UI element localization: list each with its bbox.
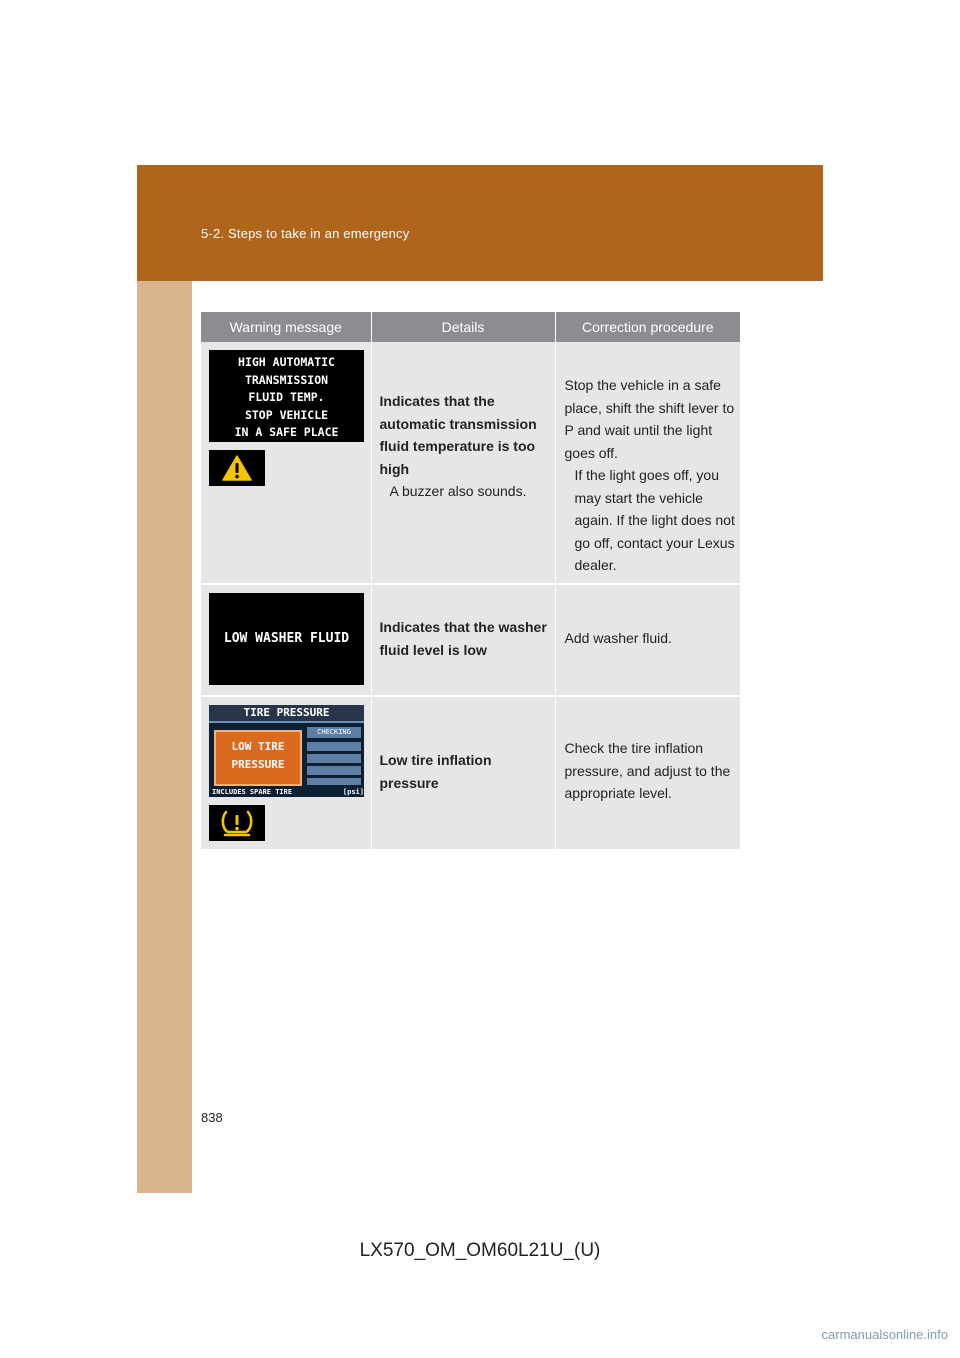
correction-text: Check the tire inflation pressure, and adjust to the appropriate level. (564, 740, 731, 801)
atf-temp-display (209, 350, 364, 442)
unit-label: [psi] (342, 788, 364, 796)
watermark: carmanualsonline.info (821, 1327, 948, 1342)
table-header-row (201, 312, 740, 342)
details-text: Indicates that the washer fluid level is low (379, 619, 547, 658)
correction-cell (555, 584, 740, 696)
display-line: FLUID TEMP. (248, 390, 325, 404)
details-text: Indicates that the automatic transmission fluid temperature is too high (379, 393, 537, 477)
column-header-correction-procedure: Correction procedure (555, 312, 740, 342)
tire-bar (307, 778, 361, 785)
correction-cell (555, 342, 740, 584)
table-row (201, 696, 740, 850)
page-number: 838 (201, 1110, 223, 1125)
header-band (137, 165, 823, 281)
details-note: A buzzer also sounds. (389, 483, 527, 499)
warning-triangle-icon (209, 450, 265, 486)
warning-image-cell (201, 342, 371, 584)
low-pressure-alert (214, 730, 302, 786)
details-text: Low tire inflation pressure (379, 752, 492, 791)
display-line: LOW TIRE (231, 740, 285, 753)
warning-image-cell (201, 584, 371, 696)
tire-bar (307, 754, 361, 763)
correction-text: Stop the vehicle in a safe place, shift the shift lever to P and wait until the light goes off. (564, 377, 735, 461)
washer-fluid-display (209, 593, 364, 685)
document-code: LX570_OM_OM60L21U_(U) (359, 1240, 601, 1261)
display-line: STOP VEHICLE (244, 407, 329, 422)
tire-pressure-display (209, 705, 364, 797)
column-header-warning-message: Warning message (201, 312, 371, 342)
display-text: LOW WASHER FLUID (223, 630, 350, 646)
display-line: IN A SAFE PLACE (234, 425, 339, 439)
display-line: PRESSURE (231, 758, 285, 771)
table-row (201, 584, 740, 696)
details-cell (371, 696, 555, 850)
tire-bar (307, 742, 361, 751)
section-title: 5-2. Steps to take in an emergency (201, 226, 410, 241)
column-header-details: Details (371, 312, 555, 342)
tire-pressure-warning-icon (209, 805, 265, 841)
table-row (201, 342, 740, 584)
display-line: HIGH AUTOMATIC (238, 355, 335, 369)
warning-image-cell (201, 696, 371, 850)
display-title: TIRE PRESSURE (209, 705, 364, 723)
correction-cell (555, 696, 740, 850)
correction-text: Add washer fluid. (564, 630, 672, 646)
unit-text: psi (347, 788, 360, 796)
tire-bar (307, 766, 361, 775)
checking-status: CHECKING (307, 727, 361, 738)
spare-tire-note: INCLUDES SPARE TIRE (212, 788, 293, 796)
display-line: TRANSMISSION (244, 372, 329, 387)
side-strip (137, 165, 192, 1193)
display-footer (209, 787, 364, 797)
warning-table (201, 312, 740, 851)
correction-note: If the light goes off, you may start the vehicle again. If the light does not go off, contact your Lexus dealer. (574, 467, 735, 573)
details-cell (371, 342, 555, 584)
details-cell (371, 584, 555, 696)
